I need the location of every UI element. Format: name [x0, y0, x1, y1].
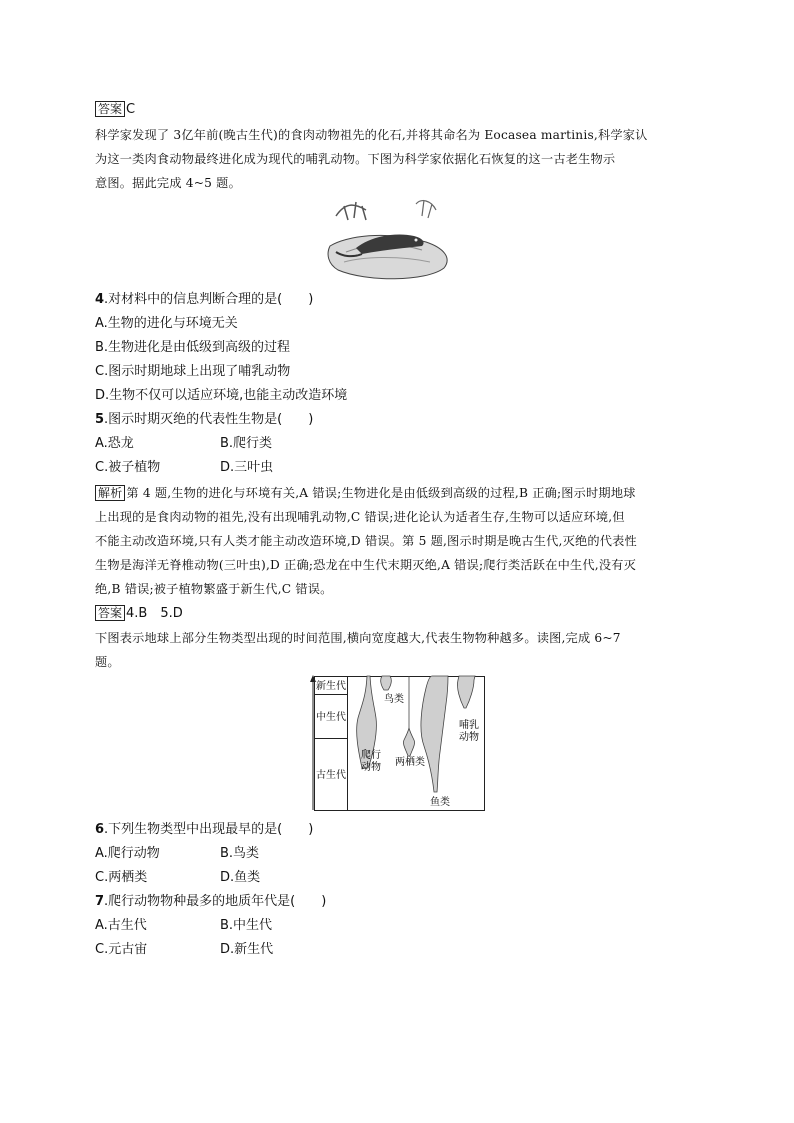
analysis-line-4: 生物是海洋无脊椎动物(三叶虫),D 正确;恐龙在中生代末期灭绝,A 错误;爬行类活跃在中生代,没有灭: [95, 558, 636, 572]
label-bird: 鸟类: [384, 694, 404, 705]
mammal-range: [457, 676, 475, 708]
q4-option-a[interactable]: A.生物的进化与环境无关: [95, 316, 238, 331]
q7-stem-text: .爬行动物物种最多的地质年代是( ): [104, 894, 327, 909]
q6-number: 6: [95, 822, 105, 837]
intro1-line-1: 科学家发现了 3亿年前(晚古生代)的食肉动物祖先的化石,并将其命名为 Eocasea martinis,科学家认: [95, 128, 648, 142]
answer-tag: 答案: [95, 101, 125, 117]
answer-tag-2: 答案: [95, 605, 125, 621]
intro2-line-1: 下图表示地球上部分生物类型出现的时间范围,横向宽度越大,代表生物物种越多。读图,完成 6~7: [95, 631, 621, 645]
q6-stem: [95, 822, 705, 838]
label-fish: 鱼类: [430, 797, 450, 808]
era-cenozoic: 新生代: [316, 681, 346, 692]
era-mesozoic: 中生代: [316, 712, 346, 723]
q6-option-a[interactable]: A.爬行动物: [95, 846, 160, 861]
q5-option-b[interactable]: B.爬行类: [220, 436, 273, 451]
label-reptile-1: 爬行: [361, 750, 381, 761]
evolution-diagram: [310, 674, 486, 814]
label-reptile-2: 动物: [361, 762, 381, 773]
q4-stem-text: .对材料中的信息判断合理的是( ): [104, 292, 314, 307]
q7-stem: [95, 894, 705, 910]
answer-line-2: [95, 605, 705, 622]
q5-option-d[interactable]: D.三叶虫: [220, 460, 274, 475]
label-amphibian: 两栖类: [395, 757, 425, 768]
q5-option-c[interactable]: C.被子植物: [95, 460, 161, 475]
label-mammal-1: 哺乳: [459, 720, 479, 731]
q7-option-b[interactable]: B.中生代: [220, 918, 273, 933]
q7-option-a[interactable]: A.古生代: [95, 918, 147, 933]
amphibian-range: [403, 728, 414, 756]
q5-stem: [95, 412, 705, 428]
q5-option-a[interactable]: A.恐龙: [95, 436, 134, 451]
q4-option-d[interactable]: D.生物不仅可以适应环境,也能主动改造环境: [95, 388, 348, 403]
intro1-line-2: 为这一类肉食动物最终进化成为现代的哺乳动物。下图为科学家依据化石恢复的这一古老生物示: [95, 152, 616, 166]
analysis-line-5: 绝,B 错误;被子植物繁盛于新生代,C 错误。: [95, 582, 333, 596]
q5-number: 5: [95, 412, 105, 427]
intro2-line-2: 题。: [95, 655, 120, 669]
label-mammal-2: 动物: [459, 732, 479, 743]
analysis-text-1: 第 4 题,生物的进化与环境有关,A 错误;生物进化是由低级到高级的过程,B 正确;图示时期地球: [126, 486, 636, 500]
bird-range: [381, 676, 392, 690]
analysis-line-1: [95, 485, 705, 501]
era-paleozoic: 古生代: [316, 770, 346, 781]
q4-option-c[interactable]: C.图示时期地球上出现了哺乳动物: [95, 364, 291, 379]
answer-value: C: [126, 102, 136, 117]
q4-option-b[interactable]: B.生物进化是由低级到高级的过程: [95, 340, 291, 355]
q6-option-b[interactable]: B.鸟类: [220, 846, 260, 861]
q6-stem-text: .下列生物类型中出现最早的是( ): [104, 822, 314, 837]
q6-option-d[interactable]: D.鱼类: [220, 870, 261, 885]
q7-number: 7: [95, 894, 105, 909]
q4-stem: [95, 292, 705, 308]
q7-option-c[interactable]: C.元古宙: [95, 942, 148, 957]
fish-range: [421, 676, 448, 792]
answer-value-2: 4.B 5.D: [126, 606, 183, 621]
analysis-line-2: 上出现的是食肉动物的祖先,没有出现哺乳动物,C 错误;进化论认为适者生存,生物可以适应环境,但: [95, 510, 625, 524]
q7-option-d[interactable]: D.新生代: [220, 942, 274, 957]
fossil-creature-illustration: [326, 196, 454, 284]
analysis-tag: 解析: [95, 485, 125, 501]
analysis-line-3: 不能主动改造环境,只有人类才能主动改造环境,D 错误。第 5 题,图示时期是晚古生代,灭绝的代表性: [95, 534, 637, 548]
intro1-line-3: 意图。据此完成 4~5 题。: [95, 176, 241, 190]
q4-number: 4: [95, 292, 105, 307]
q6-option-c[interactable]: C.两栖类: [95, 870, 148, 885]
q5-stem-text: .图示时期灭绝的代表性生物是( ): [104, 412, 314, 427]
answer-line-1: [95, 101, 705, 118]
